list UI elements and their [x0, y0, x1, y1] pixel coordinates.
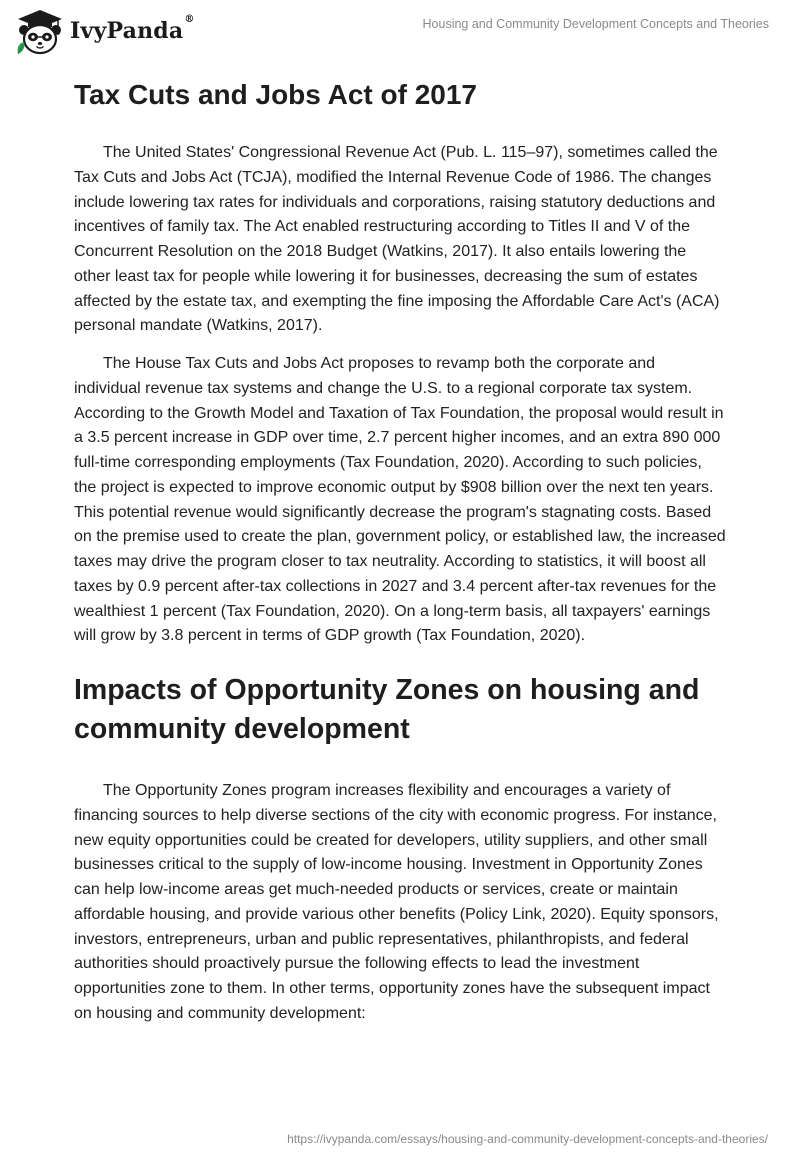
section-heading-opportunity-zones: Impacts of Opportunity Zones on housing and community development: [74, 674, 700, 745]
panda-graduate-icon: [14, 8, 66, 56]
page-header: [0, 0, 800, 70]
section-heading-tcja: Tax Cuts and Jobs Act of 2017: [74, 79, 477, 110]
paragraph-opportunity-zones: The Opportunity Zones program increases flexibility and encourages a variety of financing sources to help diverse sections of the city with economic progress. For instance, new equity opportunities could be created for developers, utility suppliers, and other small businesses critical to the supply of low-income housing. Investment in Opportunity Zones can help low-income areas get much-needed products or services, create or maintain affordable housing, and provide various other benefits (Policy Link, 2020). Equity sponsors, investors, entrepreneurs, urban and public representatives, philanthropists, and federal authorities should proactively pursue the following effects to lead the investment opportunities zone to them. In other terms, opportunity zones have the subsequent impact on housing and community development:: [74, 782, 719, 1022]
essay-content: [74, 70, 726, 1027]
ivypanda-logo[interactable]: [14, 8, 195, 56]
paragraph-tcja-overview: The United States' Congressional Revenue Act (Pub. L. 115–97), sometimes called the Tax Cuts and Jobs Act (TCJA), modified the Internal Revenue Code of 1986. The changes include lowering tax rates for individuals and corporations, raising statutory deductions and incentives of family tax. The Act enabled restructuring according to Titles II and V of the Concurrent Resolution on the 2018 Budget (Watkins, 2017). It also entails lowering the other least tax for people while lowering it for businesses, decreasing the sum of estates affected by the estate tax, and exempting the fine imposing the Affordable Care Act's (ACA) personal mandate (Watkins, 2017).: [74, 144, 720, 335]
logo-text: IvyPanda®: [70, 14, 195, 44]
paragraph-tcja-growth: The House Tax Cuts and Jobs Act proposes to revamp both the corporate and individual revenue tax systems and change the U.S. to a regional corporate tax system. According to the Growth Model and Taxation of Tax Foundation, the proposal would result in a 3.5 percent increase in GDP over time, 2.7 percent higher incomes, and an extra 890 000 full-time corresponding employments (Tax Foundation, 2020). According to such policies, the project is expected to improve economic output by $908 billion over the next ten years. This potential revenue would significantly decrease the program's stagnating costs. Based on the premise used to create the plan, government policy, or established law, the increased taxes may drive the program closer to tax neutrality. According to statistics, it will boost all taxes by 0.9 percent after-tax collections in 2027 and 3.4 percent after-tax revenues for the wealthiest 1 percent (Tax Foundation, 2020). On a long-term basis, all taxpayers' earnings will grow by 3.8 percent in terms of GDP growth (Tax Foundation, 2020).: [74, 355, 726, 645]
document-title: Housing and Community Development Concepts and Theories: [422, 17, 769, 31]
source-url-link[interactable]: https://ivypanda.com/essays/housing-and-community-development-concepts-and-theories/: [287, 1132, 768, 1146]
registered-mark: ®: [184, 14, 195, 25]
